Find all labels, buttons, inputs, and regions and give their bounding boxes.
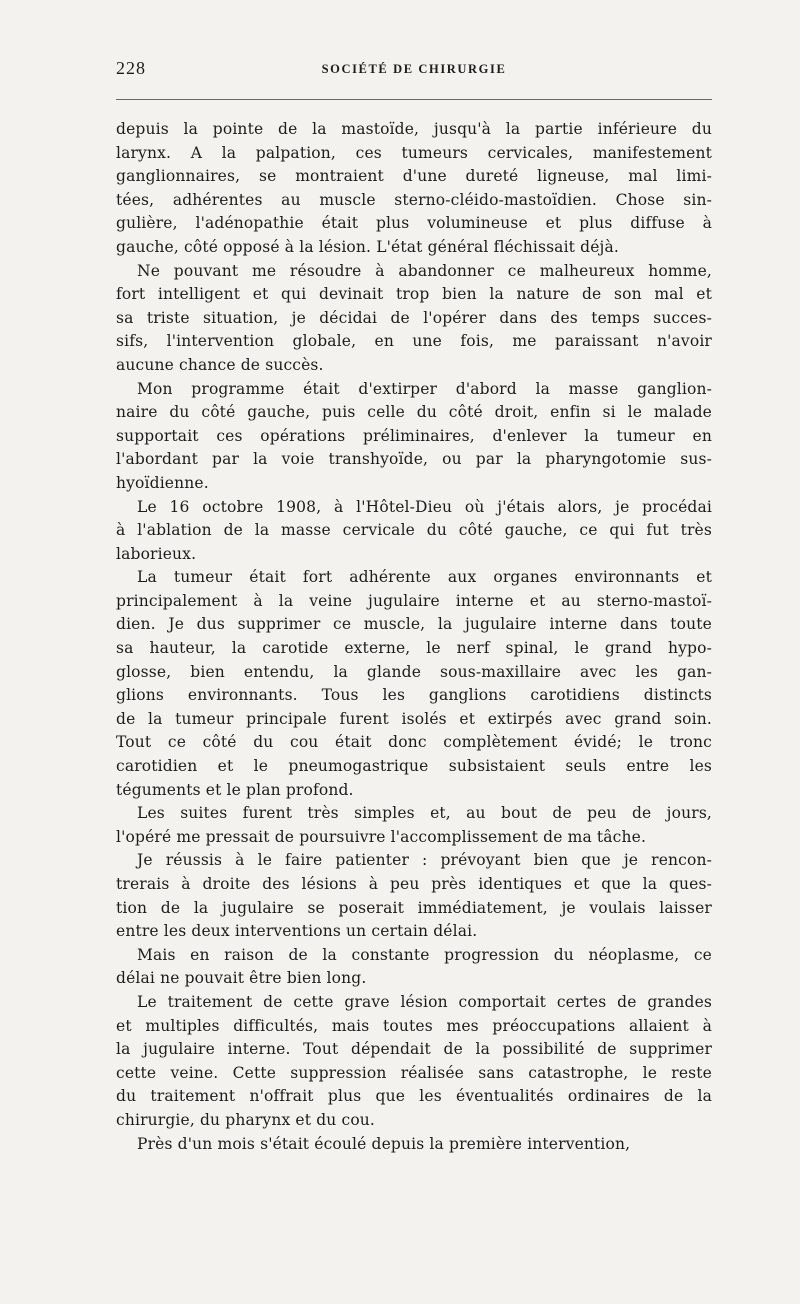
text-line: hyoïdienne. xyxy=(116,473,209,492)
text-line: depuis la pointe de la mastoïde, jusqu'à la partie inférieure du xyxy=(116,120,712,138)
text-line: Mon programme était d'extirper d'abord la masse ganglion- xyxy=(137,379,712,398)
text-line: carotidien et le pneumogastrique subsistaient seuls entre les xyxy=(116,757,712,776)
paragraph xyxy=(116,944,712,991)
header-rule xyxy=(116,99,712,100)
text-line: entre les deux interventions un certain délai. xyxy=(116,922,478,941)
paragraph xyxy=(116,849,712,943)
text-line: glosse, bien entendu, la glande sous-maxillaire avec les gan- xyxy=(116,662,712,681)
text-line: naire du côté gauche, puis celle du côté droit, enfin si le malade xyxy=(116,403,712,422)
text-line: tion de la jugulaire se poserait immédiatement, je voulais laisser xyxy=(116,898,712,917)
text-line: larynx. A la palpation, ces tumeurs cervicales, manifestement xyxy=(116,143,712,162)
text-line: à l'ablation de la masse cervicale du côté gauche, ce qui fut très xyxy=(116,521,712,540)
text-line: la jugulaire interne. Tout dépendait de la possibilité de supprimer xyxy=(116,1040,712,1059)
book-page xyxy=(116,58,712,1153)
text-line: trerais à droite des lésions à peu près identiques et que la ques- xyxy=(116,875,712,893)
text-line: principalement à la veine jugulaire interne et au sterno-mastoï- xyxy=(116,591,712,610)
text-line: Le traitement de cette grave lésion comportait certes de grandes xyxy=(137,992,712,1011)
text-line: du traitement n'offrait plus que les éventualités ordinaires de la xyxy=(116,1087,712,1106)
text-line: aucune chance de succès. xyxy=(116,355,324,374)
text-line: dien. Je dus supprimer ce muscle, la jugulaire interne dans toute xyxy=(116,615,712,634)
text-line: Les suites furent très simples et, au bout de peu de jours, xyxy=(137,804,712,823)
text-line: gulière, l'adénopathie était plus volumineuse et plus diffuse à xyxy=(116,214,712,233)
text-line: téguments et le plan profond. xyxy=(116,780,354,799)
text-line: fort intelligent et qui devinait trop bien la nature de son mal et xyxy=(116,285,712,304)
text-line: Tout ce côté du cou était donc complètement évidé; le tronc xyxy=(116,733,712,752)
body-text xyxy=(116,118,712,1156)
text-line: La tumeur était fort adhérente aux organes environnants et xyxy=(137,568,712,587)
text-line: Ne pouvant me résoudre à abandonner ce malheureux homme, xyxy=(137,261,712,280)
paragraph xyxy=(116,566,712,802)
text-line: supportait ces opérations préliminaires, d'enlever la tumeur en xyxy=(116,426,712,445)
text-line: sifs, l'intervention globale, en une fois, me paraissant n'avoir xyxy=(116,332,712,351)
text-line: Je réussis à le faire patienter : prévoyant bien que je rencon- xyxy=(137,851,712,870)
paragraph xyxy=(116,378,712,496)
text-line: Mais en raison de la constante progression du néoplasme, ce xyxy=(137,945,712,964)
text-line: et multiples difficultés, mais toutes mes préoccupations allaient à xyxy=(116,1016,712,1035)
text-line: laborieux. xyxy=(116,544,197,563)
text-line: Le 16 octobre 1908, à l'Hôtel-Dieu où j'étais alors, je procédai xyxy=(137,497,712,516)
page-number: 228 xyxy=(116,58,146,78)
text-line: chirurgie, du pharynx et du cou. xyxy=(116,1110,376,1129)
text-line: gauche, côté opposé à la lésion. L'état général fléchissait déjà. xyxy=(116,237,619,256)
paragraph xyxy=(116,802,712,849)
text-line: Près d'un mois s'était écoulé depuis la première intervention, xyxy=(137,1134,631,1153)
text-line: sa hauteur, la carotide externe, le nerf spinal, le grand hypo- xyxy=(116,639,712,658)
text-line: ganglionnaires, se montraient d'une dureté ligneuse, mal limi- xyxy=(116,167,712,186)
paragraph xyxy=(116,991,712,1133)
paragraph xyxy=(116,118,712,260)
text-line: de la tumeur principale furent isolés et extirpés avec grand soin. xyxy=(116,709,712,728)
text-line: l'opéré me pressait de poursuivre l'accomplissement de ma tâche. xyxy=(116,827,647,846)
paragraph xyxy=(116,260,712,378)
text-line: délai ne pouvait être bien long. xyxy=(116,969,367,988)
text-line: sa triste situation, je décidai de l'opérer dans des temps succes- xyxy=(116,308,712,327)
running-head xyxy=(116,58,712,88)
text-line: glions environnants. Tous les ganglions carotidiens distincts xyxy=(116,686,712,705)
journal-title: SOCIÉTÉ DE CHIRURGIE xyxy=(321,62,507,76)
text-line: tées, adhérentes au muscle sterno-cléido-mastoïdien. Chose sin- xyxy=(116,190,712,209)
paragraph xyxy=(116,496,712,567)
paragraph xyxy=(116,1133,712,1157)
text-line: l'abordant par la voie transhyoïde, ou par la pharyngotomie sus- xyxy=(116,450,712,469)
text-line: cette veine. Cette suppression réalisée sans catastrophe, le reste xyxy=(116,1063,712,1082)
